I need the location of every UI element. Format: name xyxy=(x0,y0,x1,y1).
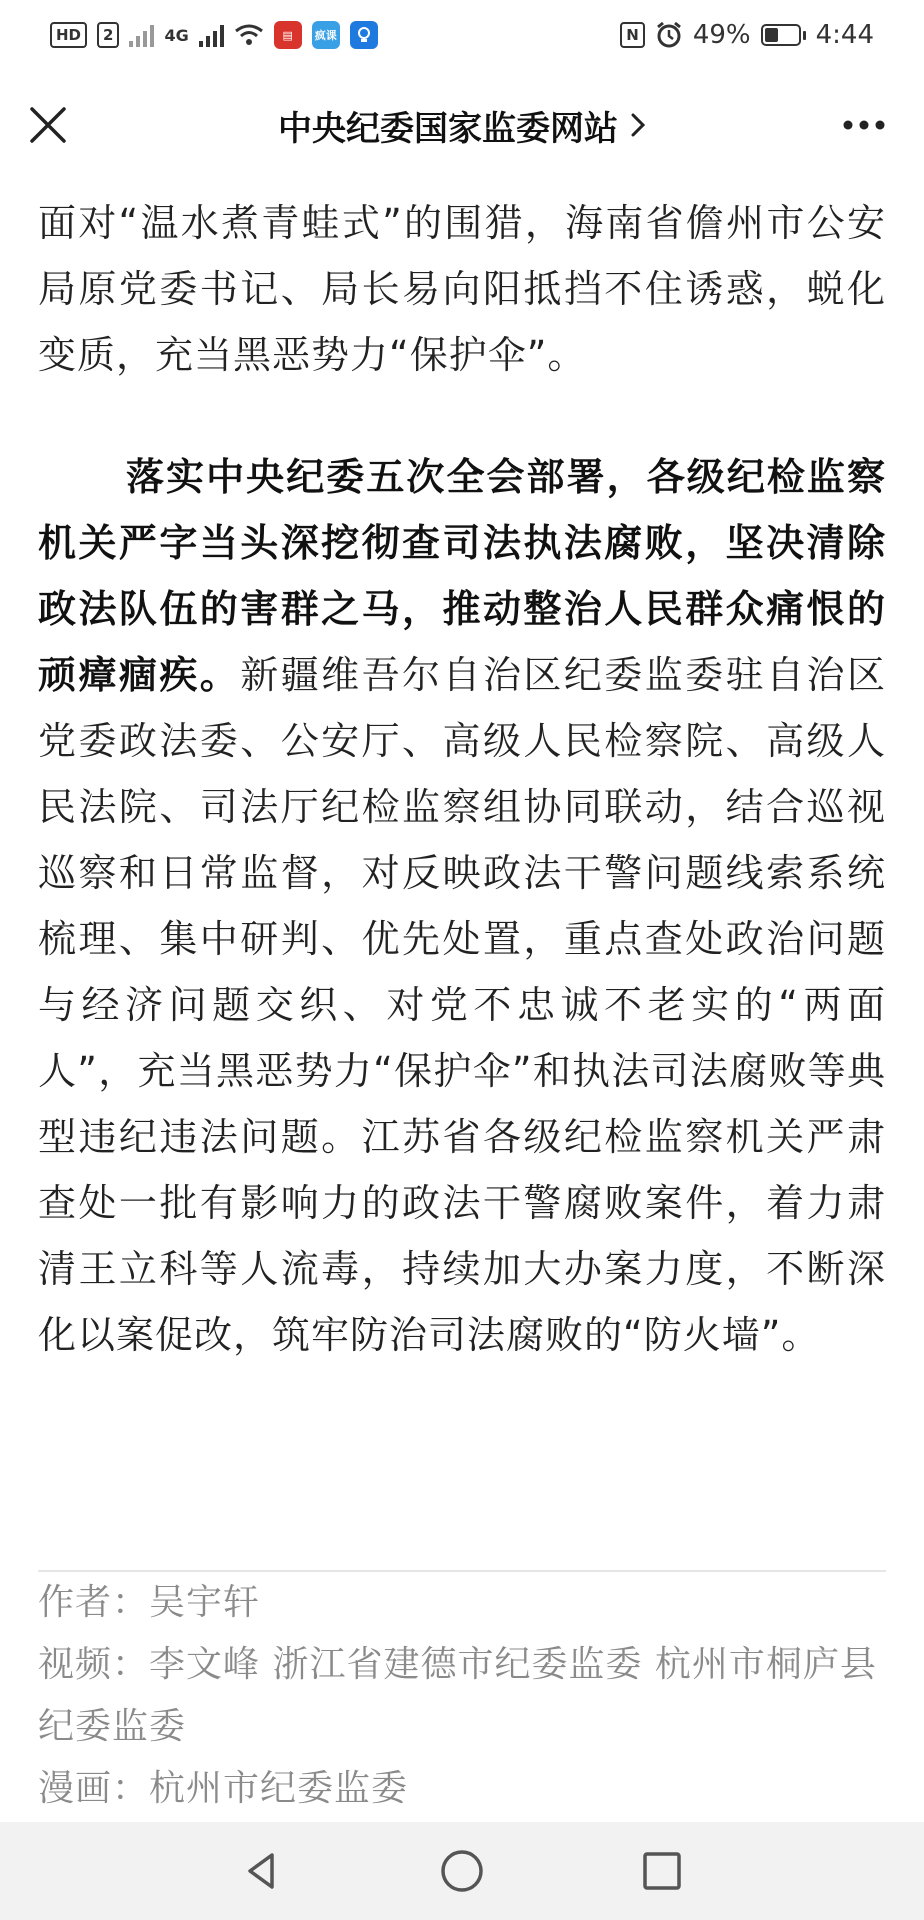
article-paragraph-2-body: 新疆维吾尔自治区纪委监委驻自治区党委政法委、公安厅、高级人民检察院、高级人民法院、司法厅纪检监察组协同联动，结合巡视巡察和日常监督，对反映政法干警问题线索系统梳理、集中研判、优先处置，重点查处政治问题与经济问题交织、对党不忠诚不老实的“两面人”，充当黑恶势力“保护伞”和执法司法腐败等典型违纪违法问题。江苏省各级纪检监察机关严肃查处一批有影响力的政法干警腐败案件，着力肃清王立科等人流毒，持续加大办案力度，不断深化以案促改，筑牢防治司法腐败的“防火墙”。 xyxy=(38,653,886,1357)
status-left xyxy=(50,21,378,49)
article-credits xyxy=(38,1572,886,1820)
app-bulb-icon xyxy=(350,21,378,49)
nav-title: 中央纪委国家监委网站 xyxy=(278,108,618,149)
credit-video: 视频：李文峰 浙江省建德市纪委监委 杭州市桐庐县纪委监委 xyxy=(38,1644,877,1747)
signal-sim2-icon xyxy=(199,23,224,47)
battery-percent: 49% xyxy=(692,20,751,50)
app-blue-icon: 疯课 xyxy=(312,21,340,49)
alarm-icon xyxy=(655,21,683,49)
clock: 4:44 xyxy=(815,20,874,50)
nav-title-link[interactable] xyxy=(278,101,646,150)
home-circle-icon[interactable] xyxy=(437,1846,487,1896)
article-paragraph-2 xyxy=(38,444,886,1368)
more-icon[interactable] xyxy=(842,115,886,135)
nfc-icon: N xyxy=(620,22,645,48)
chevron-right-icon xyxy=(630,111,646,139)
article-body xyxy=(38,190,886,1368)
wifi-icon xyxy=(234,23,264,47)
credit-author: 作者：吴宇轩 xyxy=(38,1582,261,1623)
battery-icon xyxy=(761,24,806,46)
app-red-icon: ▤ xyxy=(274,21,302,49)
network-type-label: 4G xyxy=(164,25,189,45)
signal-sim1-icon xyxy=(129,23,154,47)
credit-comic: 漫画：杭州市纪委监委 xyxy=(38,1768,409,1809)
status-bar xyxy=(0,0,924,70)
recents-square-icon[interactable] xyxy=(637,1846,687,1896)
sim-badge: 2 xyxy=(97,22,119,48)
app-nav-bar xyxy=(0,70,924,180)
system-nav-bar xyxy=(0,1822,924,1920)
hd-badge: HD xyxy=(50,22,87,48)
article-paragraph-2-lead: 落实中央纪委五次全会部署，各级纪检监察机关严字当头深挖彻查司法执法腐败，坚决清除政法队伍的害群之马，推动整治人民群众痛恨的顽瘴痼疾。 xyxy=(38,455,886,697)
close-icon[interactable] xyxy=(28,105,68,145)
article-paragraph-1: 面对“温水煮青蛙式”的围猎，海南省儋州市公安局原党委书记、局长易向阳抵挡不住诱惑，蜕化变质，充当黑恶势力“保护伞”。 xyxy=(38,201,886,377)
status-right xyxy=(620,20,874,50)
back-triangle-icon[interactable] xyxy=(237,1846,287,1896)
